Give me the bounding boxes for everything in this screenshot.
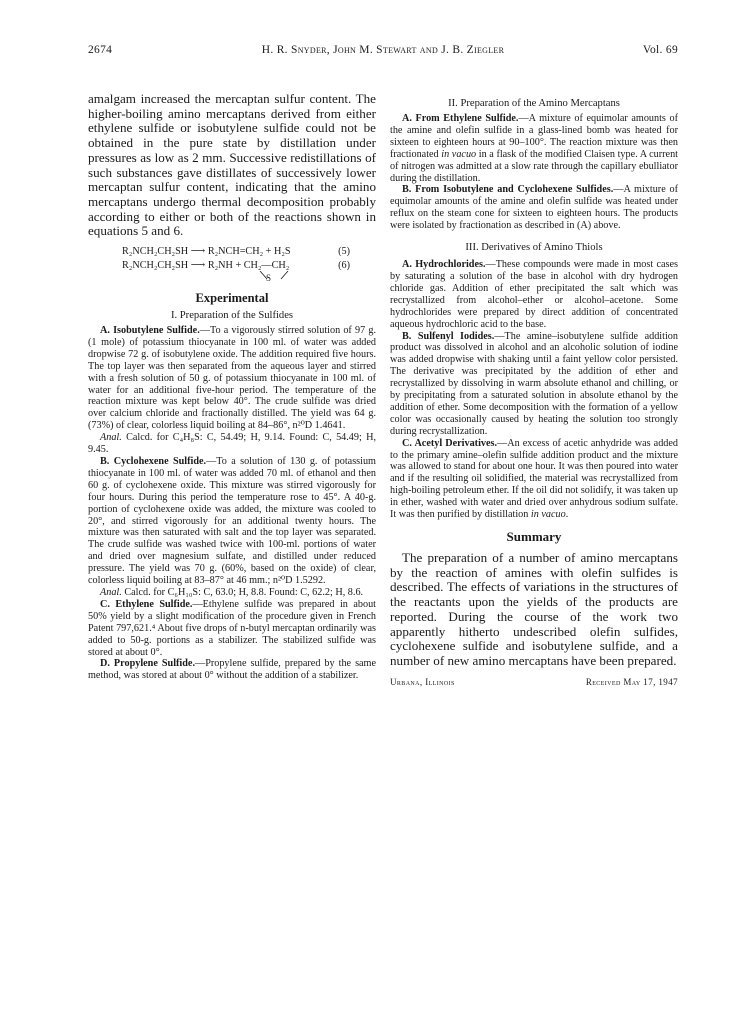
analysis-label: Anal. [100, 432, 122, 444]
summary-heading: Summary [506, 529, 562, 544]
ethylene-sulfide-heading: C. Ethylene Sulfide. [100, 598, 193, 610]
from-isobutylene-heading: B. From Isobutylene and Cyclohexene Sulfides. [402, 184, 614, 196]
equation-5-text: R₂NCH₂CH₂SH ⟶ R₂NCH=CH₂ + H₂S [122, 246, 291, 258]
isobutylene-sulfide-paragraph [88, 325, 376, 432]
intro-paragraph: amalgam increased the mercaptan sulfur content. The higher-boiling amino mercaptans derived from either ethylene sulfide or isobutylene sulfide could not be obtained in the pure state by distillation under pressures as low as 2 mm. Successive redistillations of such substances gave distillates of successively lower mercaptan sulfur content, indicating that the amino mercaptans undergo thermal decomposition probably according to either or both of the reactions shown in equations 5 and 6. [88, 91, 376, 239]
right-column [390, 98, 678, 691]
sulfenyl-iodides-text: —The amine–isobutylene sulfide addition product was dissolved in alcohol and an alcoholic solution of iodine was added dropwise with shaking until a faint yellow color persisted. The derivative was precipitated by the addition of ether and recrystallized by dissolving in warm absolute ethanol and chilling, or by precipitating from a saturated solution in absolute ethanol by the addition of ether. Some decomposition with the formation of a yellow color was occasionally caused by heating the solution too strongly during recrystallization. [390, 330, 678, 437]
propylene-sulfide-paragraph [88, 658, 376, 682]
propylene-sulfide-heading: D. Propylene Sulfide. [100, 658, 195, 670]
from-ethylene-text-1: —A mixture of equimolar amounts of the amine and olefin sulfide in a glass-lined bomb was heated for sixteen to eighteen hours at 90–100°. The reaction mixture was then fractionated [390, 113, 678, 160]
ring-sulfur-atom: S [266, 273, 272, 284]
analysis-text: Calcd. for C₄H₈S: C, 54.49; H, 9.14. Found: C, 54.49; H, 9.45. [88, 432, 376, 456]
section-1-heading: I. Preparation of the Sulfides [170, 310, 294, 322]
section-3-heading: III. Derivatives of Amino Thiols [465, 242, 603, 254]
in-vacuo-phrase: in vacuo [530, 509, 566, 521]
equation-6-number: (6) [338, 260, 350, 272]
left-column [88, 92, 376, 682]
cyclohexene-sulfide-heading: B. Cyclohexene Sulfide. [100, 456, 207, 467]
received-date: Received May 17, 1947 [585, 676, 678, 687]
from-ethylene-heading: A. From Ethylene Sulfide. [402, 113, 519, 124]
from-isobutylene-text: —A mixture of equimolar amounts of the amine and olefin sulfide was heated under reflux on the steam cone for sixteen to eighteen hours. The products were isolated by fractionation as described in (A) above. [390, 184, 678, 232]
experimental-heading: Experimental [195, 291, 269, 306]
isobutylene-sulfide-heading: A. Isobutylene Sulfide. [100, 325, 200, 337]
isobutylene-cyclohexene-paragraph [390, 184, 678, 232]
dateline [390, 677, 678, 691]
page-number: 2674 [88, 44, 113, 56]
running-authors: H. R. Snyder, John M. Stewart and J. B. Ziegler [261, 44, 505, 56]
equation-5 [88, 245, 376, 259]
summary-paragraph: The preparation of a number of amino mercaptans by the reaction of amines with olefin sulfides is described. The effects of variations in the structures of the reactants upon the yields of the products are reported. During the course of the work two apparently hitherto undescribed olefin sulfides, cyclohexene sulfide and isobutylene sulfide, and a number of new amino mercaptans have been prepared. [390, 550, 678, 668]
hydrochlorides-paragraph [390, 259, 678, 330]
ethylene-sulfide-paragraph [88, 599, 376, 659]
cyclohexene-analysis [88, 587, 376, 599]
equation-6-text: R₂NCH₂CH₂SH ⟶ R₂NH + CH₂—CH₂ [122, 260, 290, 272]
in-vacuo-phrase: in vacuo [441, 148, 477, 160]
acetyl-derivatives-paragraph [390, 438, 678, 521]
acetyl-derivatives-heading: C. Acetyl Derivatives. [402, 437, 498, 449]
isobutylene-sulfide-text: —To a vigorously stirred solution of 97 g. (1 mole) of potassium thiocyanate in 100 ml. of water was added dropwise 72 g. of isobutylene oxide. The addition required five hours. The top layer was then separated from the aqueous layer and stirred with a fresh solution of 50 g. of potassium thiocyanate in 100 ml. of water for an additional five-hour period. The temperature of the reaction mixture was kept below 40°. The crude sulfide was dried over calcium chloride and fractionally distilled. The yield was 64 g. (73%) of clear, colorless liquid boiling at 84–86°, n²⁰D 1.4641. [88, 325, 376, 432]
location: Urbana, Illinois [390, 676, 455, 687]
cyclohexene-sulfide-text: —To a solution of 130 g. of potassium thiocyanate in 100 ml. of water was added 70 ml. of ethanol and then 60 g. of cyclohexene oxide. This mixture was stirred vigorously for four hours. During this period the temperature rose to 45°. A 40-g. portion of cyclohexene oxide was added, the mixture was cooled to 20°, and stirred vigorously for an additional twenty hours. The mixture was then saturated with salt and the top layer was separated. The crude sulfide was washed twice with 100-ml. portions of water and dried over magnesium sulfate, and distilled under reduced pressure. The yield was 70 g. (60%, based on the oxide) of clear, colorless liquid boiling at 83–87° at 46 mm.; n²⁰D 1.5292. [88, 456, 376, 587]
ethylene-amino-paragraph [390, 113, 678, 184]
hydrochlorides-text: —These compounds were made in most cases by saturating a solution of the base in alcohol with dry hydrogen chloride gas. Addition of ether precipitated the salt which was recrystallized from alcohol–ether or alcohol–acetone. Some hydrochlorides were prepared by direct addition of concentrated aqueous hydrochloric acid to the base. [390, 259, 679, 330]
propylene-sulfide-text: —Propylene sulfide, prepared by the same method, was stored at about 0° without the addition of a stabilizer. [88, 658, 376, 682]
acetyl-derivatives-text-1: —An excess of acetic anhydride was added to the primary amine–olefin sulfide addition product and the mixture was allowed to stand for about one hour. It was then poured into water and if the resulting oil solidified, the material was recrystallized from high-boiling petroleum ether. If the oil did not solidify, it was taken up in ether, washed with water and dried over anhydrous sodium sulfate. It was then purified by distillation [390, 437, 678, 521]
volume-label: Vol. 69 [642, 44, 678, 56]
ring-bond-lines [258, 271, 298, 283]
ethylene-sulfide-text: —Ethylene sulfide was prepared in about 50% yield by a slight modification of the procedure given in French Patent 797,621.⁴ About five drops of n-butyl mercaptan ordinarily was added to 50-g. portions as a stabilizer. The stabilized sulfide was stored at about 0°. [88, 598, 377, 658]
analysis-label: Anal. [100, 586, 122, 598]
acetyl-derivatives-text-2: . [565, 509, 569, 521]
analysis-text: Calcd. for C₆H₁₀S: C, 63.0; H, 8.8. Found: C, 62.2; H, 8.6. [121, 586, 364, 598]
sulfenyl-iodides-heading: B. Sulfenyl Iodides. [402, 330, 495, 342]
from-ethylene-text-2: in a flask of the modified Claisen type. A current of nitrogen was admitted at a slow rate through the capillary ebulliator during the distillation. [390, 148, 678, 184]
section-2-heading: II. Preparation of the Amino Mercaptans [448, 98, 620, 109]
cyclohexene-sulfide-paragraph [88, 456, 376, 587]
isobutylene-analysis [88, 432, 376, 456]
equation-5-number: (5) [338, 246, 350, 258]
equation-6 [88, 259, 376, 273]
hydrochlorides-heading: A. Hydrochlorides. [402, 259, 486, 271]
equation-6-ring [88, 273, 376, 285]
sulfenyl-iodides-paragraph [390, 331, 678, 438]
